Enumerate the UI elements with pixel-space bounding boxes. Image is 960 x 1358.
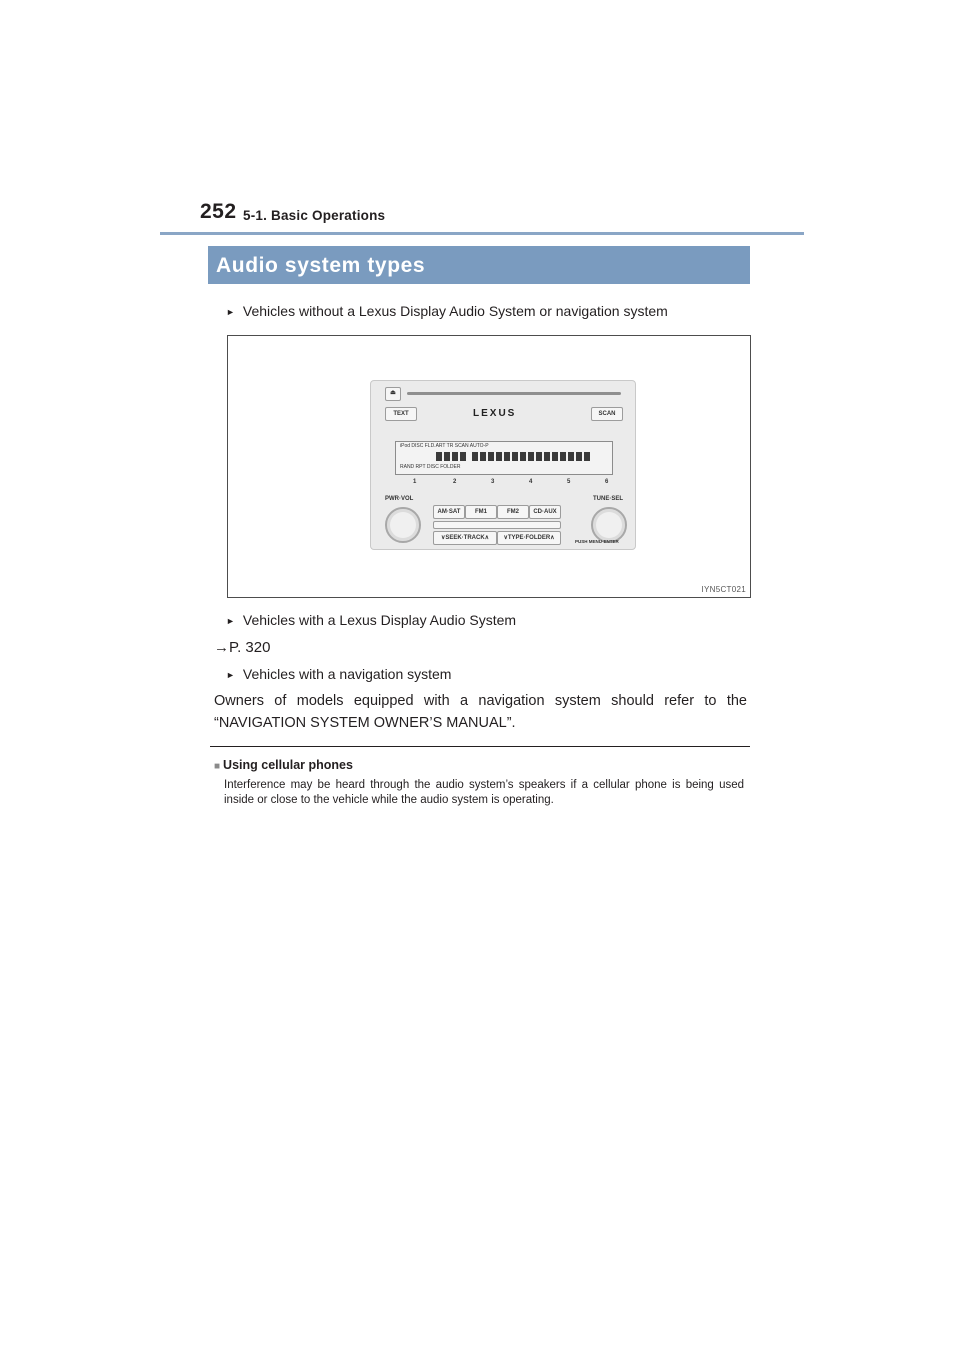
- band-button-cd-aux: CD·AUX: [529, 505, 561, 519]
- pwr-vol-label: PWR·VOL: [385, 496, 414, 502]
- bullet-without-display: [226, 303, 668, 319]
- segment-char: [584, 452, 590, 461]
- figure-code: IYN5CT021: [701, 585, 746, 594]
- segment-char: [560, 452, 566, 461]
- segment-char: [552, 452, 558, 461]
- segment-char: [536, 452, 542, 461]
- segment-char: [496, 452, 502, 461]
- note-text: Interference may be heard through the audio system’s speakers if a cellular phone is being used inside or close to the vehicle while the audio system is operating.: [224, 779, 744, 806]
- type-folder-button: ∨TYPE·FOLDER∧: [497, 531, 561, 545]
- band-button-fm1: FM1: [465, 505, 497, 519]
- section-header-bar: [208, 246, 750, 284]
- segment-char: [576, 452, 582, 461]
- segment-char: [452, 452, 458, 461]
- triangle-bullet-icon: ►: [226, 307, 235, 317]
- segment-char: [444, 452, 450, 461]
- segment-char: [472, 452, 478, 461]
- navigation-manual-paragraph: Owners of models equipped with a navigation system should refer to the “NAVIGATION SYSTEM OWNER’S MANUAL”.: [214, 693, 747, 731]
- note-divider: [210, 746, 750, 747]
- triangle-bullet-icon: ►: [226, 616, 235, 626]
- tune-knob: [591, 507, 627, 543]
- note-heading: [214, 758, 353, 772]
- bullet-with-navigation: [226, 666, 451, 682]
- segment-char: [488, 452, 494, 461]
- preset-5: 5: [567, 479, 571, 485]
- eject-icon: ⏏: [390, 390, 396, 396]
- lexus-logo: LEXUS: [473, 408, 517, 419]
- section-title: Audio system types: [216, 254, 426, 277]
- text-button: TEXT: [385, 407, 417, 421]
- menu-enter-label: PUSH MENU·ENTER: [575, 539, 619, 544]
- note-heading-text: Using cellular phones: [223, 758, 353, 772]
- preset-2: 2: [453, 479, 457, 485]
- segment-char: [568, 452, 574, 461]
- segment-char: [544, 452, 550, 461]
- chapter-title: 5-1. Basic Operations: [243, 208, 386, 223]
- volume-knob: [385, 507, 421, 543]
- segment-char: [528, 452, 534, 461]
- header-divider: [160, 232, 804, 235]
- lcd-display: [395, 441, 613, 475]
- scan-button: SCAN: [591, 407, 623, 421]
- blank-button-strip: [433, 521, 561, 529]
- segment-char: [460, 452, 466, 461]
- page-number: 252: [200, 200, 237, 223]
- square-bullet-icon: ■: [214, 761, 221, 772]
- segment-char: [480, 452, 486, 461]
- preset-3: 3: [491, 479, 495, 485]
- audio-unit-figure: [227, 335, 751, 598]
- segment-char: [512, 452, 518, 461]
- preset-1: 1: [413, 479, 417, 485]
- preset-6: 6: [605, 479, 609, 485]
- bullet-text: Vehicles with a navigation system: [242, 666, 452, 682]
- bullet-with-display: [226, 612, 516, 628]
- triangle-bullet-icon: ►: [226, 670, 235, 680]
- tune-sel-label: TUNE·SEL: [593, 496, 623, 502]
- segment-char: [436, 452, 442, 461]
- segment-char: [504, 452, 510, 461]
- display-indicators-top: iPod DISC FLD.ART TR SCAN AUTO-P: [400, 443, 489, 449]
- eject-button: [385, 387, 401, 401]
- band-button-fm2: FM2: [497, 505, 529, 519]
- display-indicators-bottom: RAND RPT DISC FOLDER: [400, 464, 461, 470]
- preset-4: 4: [529, 479, 533, 485]
- bullet-text: Vehicles with a Lexus Display Audio System: [242, 612, 517, 628]
- bullet-text: Vehicles without a Lexus Display Audio System or navigation system: [242, 303, 668, 319]
- segment-char: [520, 452, 526, 461]
- seek-track-button: ∨SEEK·TRACK∧: [433, 531, 497, 545]
- radio-faceplate: [370, 380, 636, 550]
- band-button-am-sat: AM·SAT: [433, 505, 465, 519]
- page-reference-link[interactable]: →P. 320: [214, 639, 271, 656]
- cd-slot: [407, 392, 621, 395]
